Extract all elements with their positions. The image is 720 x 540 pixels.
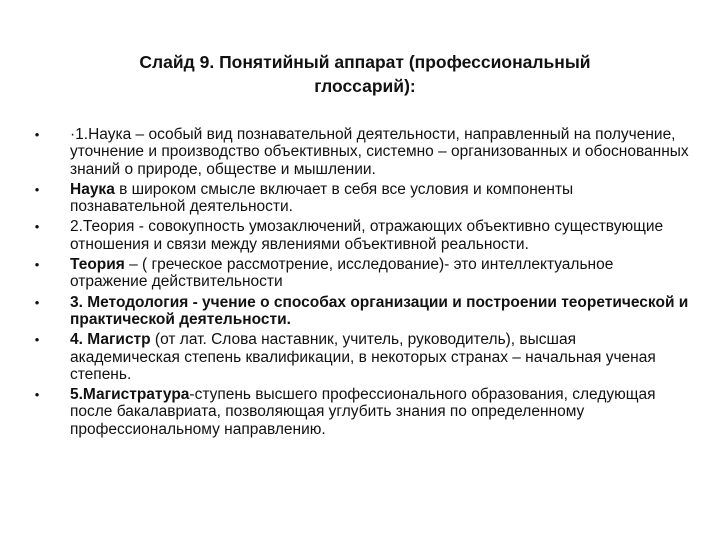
item-text: ·1.Наука – особый вид познавательной деятельности, направленный на получение, уточнение и производство объективных, системно – организованных и обоснованных знаний о природе, обществе и мышлении.: [70, 126, 689, 178]
glossary-item-science-broad: [30, 181, 690, 216]
item-term: Наука: [70, 180, 115, 198]
bullet-icon: •: [34, 294, 40, 310]
item-text: -ступень высшего профессионального образования, следующая после бакалавриата, позволяющая углубить знания по определенному профессиональному направлению.: [70, 386, 656, 438]
glossary-item-theory: [30, 218, 690, 253]
item-text: (от лат. Слова наставник, учитель, руководитель), высшая академическая степень квалификации, в некоторых странах – начальная ученая степень.: [70, 331, 656, 383]
bullet-icon: •: [34, 387, 40, 403]
item-term: 4. Магистр: [70, 331, 151, 349]
bullet-icon: •: [34, 332, 40, 348]
item-term: 5.Магистратура: [70, 386, 190, 404]
slide-title-line-1: Слайд 9. Понятийный аппарат (профессиональный: [139, 52, 591, 72]
bullet-icon: •: [34, 181, 40, 197]
glossary-list: [30, 126, 690, 441]
item-term: 3. Методология - учение о способах организации и построении теоретической и практической деятельности.: [70, 293, 689, 328]
bullet-icon: •: [34, 127, 40, 142]
item-text: 2.Теория - совокупность умозаключений, отражающих объективно существующие отношения и связи между явлениями объективной реальности.: [70, 218, 664, 253]
glossary-item-magistracy: [30, 386, 690, 438]
slide-title-line-2: глоссарий):: [314, 76, 416, 96]
glossary-item-theory-greek: [30, 256, 690, 291]
slide-title: [90, 50, 640, 98]
bullet-icon: •: [34, 219, 40, 235]
glossary-item-methodology: [30, 294, 690, 329]
bullet-icon: •: [34, 257, 40, 273]
item-text: в широком смысле включает в себя все условия и компоненты познавательной деятельности.: [70, 180, 574, 216]
glossary-item-science: [30, 126, 690, 178]
item-text: – ( греческое рассмотрение, исследование)- это интеллектуальное отражение действительности: [70, 256, 614, 291]
item-term: Теория: [70, 256, 125, 274]
glossary-item-master: [30, 331, 690, 383]
